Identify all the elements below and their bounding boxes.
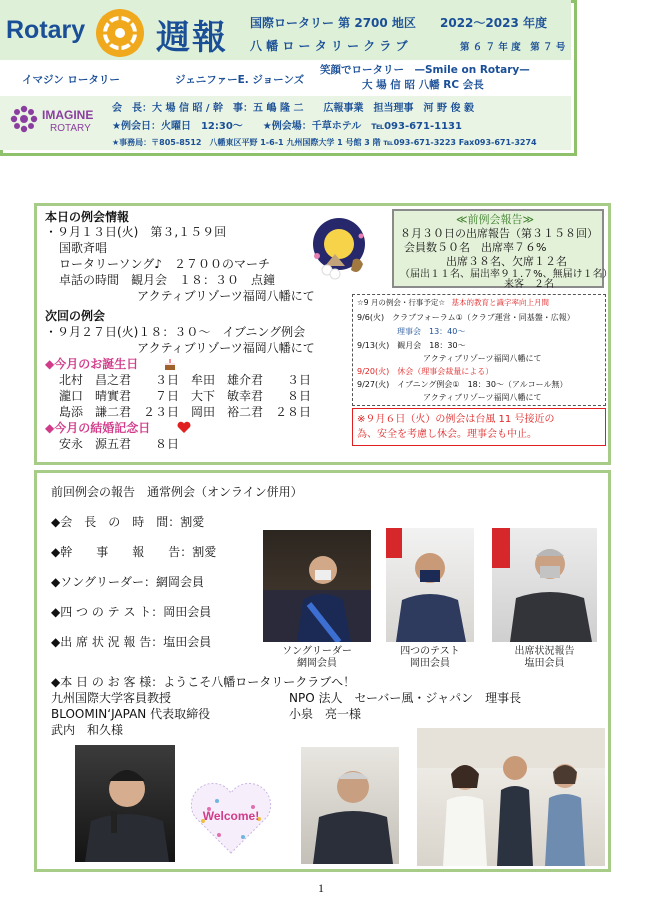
office-line: ★事務局：〒805-8512 八幡東区平野 1-6-1 九州国際大学 1 号館 3 階 ℡093-671-3223 Fax093-671-3274 (112, 138, 537, 147)
imagine-logo-text: IMAGINE (42, 108, 94, 122)
guest-2-name: 小泉 亮一様 (289, 707, 362, 721)
imagine-flower-icon (9, 104, 39, 134)
schedule-theme: 基本的教育と識字率向上月間 (451, 298, 549, 307)
wedding-row: 安永 源五君 ８日 (59, 437, 180, 451)
shuho-title: 週報 (156, 18, 228, 58)
photo-guest-speaker (75, 745, 175, 862)
report-heading: 前回例会の報告 通常例会（オンライン併用） (51, 485, 303, 499)
today-heading: 本日の例会情報 (45, 210, 130, 224)
rotary-year: 2022～2023 年度 (440, 16, 547, 30)
district-label: 国際ロータリー 第 2700 地区 (250, 16, 416, 30)
rotary-logo-text: Rotary (6, 16, 86, 44)
rotary-wheel-icon (93, 6, 147, 60)
today-line-5: アクティブリゾーツ福岡八幡にて (137, 289, 315, 303)
schedule-item-6: 9/27(火) イブニング例会① 18：30～（アルコール無） (357, 380, 568, 389)
photo-attendance-report (492, 528, 597, 642)
schedule-item-3: 9/13(火) 観月会 18：30～ (357, 341, 466, 350)
schedule-item-7: アクティブリゾーツ福岡八幡にて (423, 393, 542, 402)
heart-icon (177, 421, 191, 434)
meeting-line: ★例会日：火曜日 12:30～ ★例会場：千草ホテル ℡093-671-1131 (112, 121, 462, 132)
guests-heading: ◆本 日 の お 客 様：ようこそ八幡ロータリークラブへ！ (51, 675, 356, 689)
prev-report-line-1: ８月３０日の出席報告（第３１５８回） (400, 227, 598, 240)
caption-song-leader-name: 網岡会員 (297, 658, 337, 669)
photo-group (417, 728, 605, 866)
page-number: 1 (318, 881, 324, 895)
schedule-item-1: 9/6(火) クラブフォーラム①（クラブ運営・同基盤・広報） (357, 313, 575, 322)
birthday-row-1: 北村 昌之君 ３日 牟田 雄介君 ３日 (59, 373, 312, 387)
schedule-heading (357, 298, 549, 308)
photo-guest-elder (301, 747, 399, 864)
report-panel (34, 470, 611, 872)
club-president: 大 場 信 昭 八幡 RC 会長 (362, 79, 484, 91)
today-line-1: ・９月１３日(火) 第３,１５９回 (45, 225, 227, 239)
prev-report-line-3: 出席３８名、欠席１２名 (446, 255, 567, 268)
today-line-3: ロータリーソング♪ ２７００のマーチ (59, 257, 270, 271)
photo-four-way-test (386, 528, 474, 642)
schedule-item-2: 理事会 13：40～ (397, 327, 466, 336)
moon-viewing-illustration (305, 214, 373, 286)
cancellation-notice (352, 408, 606, 446)
ri-president: ジェニファーE. ジョーンズ (175, 74, 305, 86)
schedule-item-4: アクティブリゾーツ福岡八幡にて (423, 354, 542, 363)
wedding-heading: ◆今月の結婚記念日 (45, 421, 151, 435)
caption-song-leader-role: ソングリーダー (282, 646, 352, 657)
report-item-1: ◆会 長 の 時 間：割愛 (51, 515, 205, 529)
report-item-2: ◆幹 事 報 告：割愛 (51, 545, 217, 559)
notice-line-2: 為、安全を考慮し休会。理事会も中止。 (357, 429, 537, 440)
prev-report-box (392, 209, 613, 290)
prev-report-line-4: （届出１１名、届出率９１.７%、無届け１名） (400, 269, 613, 280)
ri-theme: イマジン ロータリー (22, 74, 120, 86)
birthday-row-3: 島添 謙二君 ２３日 岡田 裕二君 ２８日 (59, 405, 312, 419)
birthday-heading: ◆今月のお誕生日 (45, 357, 139, 371)
caption-four-way-role: 四つのテスト (400, 646, 460, 657)
meeting-info-panel (34, 203, 611, 465)
caption-attendance (492, 646, 597, 670)
next-line-2: アクティブリゾーツ福岡八幡にて (137, 341, 315, 355)
guest-1-name: 武内 和久様 (51, 723, 124, 737)
guest-2-title: NPO 法人 セーバー風・ジャパン 理事長 (289, 691, 522, 705)
club-theme: 笑顔でロータリー —Smile on Rotary— (320, 64, 530, 76)
schedule-item-5: 9/20(火) 休会（理事会裁量による） (357, 367, 494, 376)
schedule-box (352, 294, 606, 406)
cake-icon (163, 357, 177, 371)
caption-four-way-test (386, 646, 474, 670)
schedule-title: ☆9 月の例会・行事予定☆ (357, 298, 446, 307)
next-line-1: ・９月２７日(火)１８：３０～ イブニング例会 (45, 325, 306, 339)
notice-line-1: ※９月６日（火）の例会は台風 11 号接近の (357, 414, 555, 425)
today-line-2: 国歌斉唱 (59, 241, 108, 255)
welcome-heart-image (189, 779, 273, 859)
caption-attendance-name: 塩田会員 (524, 658, 565, 669)
club-name: 八 幡 ロ ー タ リ ー ク ラ ブ (250, 39, 408, 53)
guest-3-title: BLOOMIN‘JAPAN 代表取締役 (51, 707, 211, 721)
masthead (0, 0, 577, 156)
prev-report-line-2: 会員数５０名 出席率７６% (404, 241, 547, 254)
report-item-3: ◆ソングリーダー：網岡会員 (51, 575, 204, 589)
imagine-logo-sub: ROTARY (50, 123, 91, 134)
next-heading: 次回の例会 (45, 309, 106, 323)
caption-song-leader (263, 646, 371, 670)
report-item-4: ◆四 つ の テ ス ト：岡田会員 (51, 605, 212, 619)
welcome-text: Welcome! (202, 809, 260, 823)
prev-report-line-5: 来客 ２名 (504, 279, 554, 290)
birthday-row-2: 瀧口 晴實君 ７日 大下 敏幸君 ８日 (59, 389, 312, 403)
issue-number: 第 ６ ７ 年 度 第 ７ 号 (460, 42, 566, 53)
caption-four-way-name: 岡田会員 (410, 658, 450, 669)
prev-report-heading: ≪前例会報告≫ (456, 213, 535, 226)
guest-1-title: 九州国際大学客員教授 (51, 691, 172, 705)
report-item-5: ◆出 席 状 況 報 告：塩田会員 (51, 635, 212, 649)
caption-attendance-role: 出席状況報告 (514, 646, 575, 657)
officers-line: 会 長：大 場 信 昭 / 幹 事：五 嶋 隆 二 広報事業 担当理事 河 野 俊 毅 (112, 103, 474, 114)
today-line-4: 卓話の時間 観月会 １８：３０ 点鐘 (59, 273, 276, 287)
photo-song-leader (263, 530, 371, 642)
